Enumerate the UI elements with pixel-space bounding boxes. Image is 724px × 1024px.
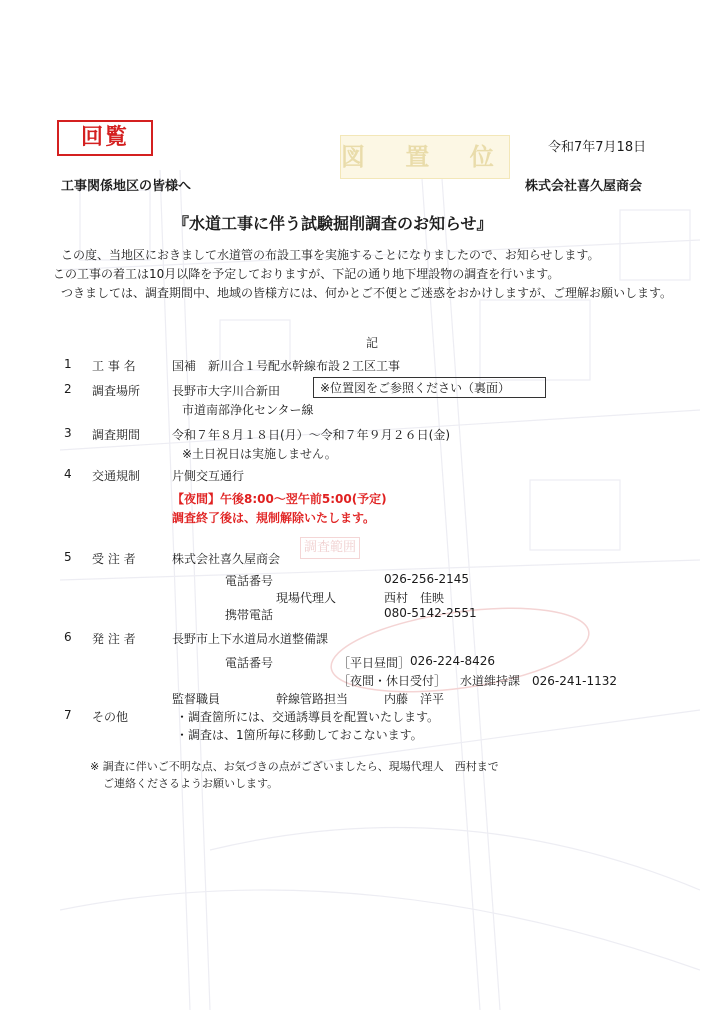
item-number: 5: [64, 550, 72, 564]
supervisor-label: 監督職員: [172, 692, 221, 706]
contractor-phone-label: 電話番号: [225, 574, 274, 588]
traffic-control: 片側交互通行: [172, 469, 245, 483]
client-phone-label: 電話番号: [225, 656, 274, 670]
ki-marker: 記: [366, 336, 379, 350]
construction-name: 国補 新川合１号配水幹線布設２工区工事: [172, 359, 401, 373]
survey-location-line-1: 長野市大字川合新田: [172, 384, 281, 398]
intro-line-2: この工事の着工は10月以降を予定しておりますが、下記の通り地下埋設物の調査を行います。: [53, 267, 560, 281]
weekday-phone: 026-224-8426: [410, 654, 496, 668]
item-label-other: その他: [92, 710, 129, 724]
item-label-period: 調査期間: [92, 428, 141, 442]
intro-line-3: つきましては、調査期間中、地域の皆様方には、何かとご不便とご迷惑をおかけしますが、ご理解お願いします。: [61, 286, 673, 300]
survey-location-line-2: 市道南部浄化センター線: [182, 403, 314, 417]
supervisor-name: 内藤 洋平: [384, 692, 445, 706]
item-number: 2: [64, 382, 72, 396]
other-note-2: ・調査は、1箇所毎に移動しておこないます。: [176, 728, 423, 742]
item-label-client: 発 注 者: [92, 632, 136, 646]
contractor-name: 株式会社喜久屋商会: [172, 552, 281, 566]
weekend-note: ※土日祝日は実施しません。: [182, 447, 337, 461]
item-label-traffic: 交通規制: [92, 469, 141, 483]
sender-line: 株式会社喜久屋商会: [525, 179, 643, 194]
document-date: 令和7年7月18日: [548, 140, 647, 155]
item-number: 4: [64, 467, 72, 481]
mobile-phone: 080-5142-2551: [384, 606, 477, 620]
other-note-1: ・調査箇所には、交通誘導員を配置いたします。: [176, 710, 440, 724]
site-agent-label: 現場代理人: [276, 591, 337, 605]
circulation-stamp: 回覧: [57, 120, 153, 156]
recipient-line: 工事関係地区の皆様へ: [61, 179, 192, 194]
notice-title: 『水道工事に伴う試験掘削調査のお知らせ』: [173, 214, 493, 233]
footer-note-line-2: ご連絡くださるようお願いします。: [103, 777, 279, 790]
mobile-phone-label: 携帯電話: [225, 608, 274, 622]
item-number: 3: [64, 426, 72, 440]
item-number: 7: [64, 708, 72, 722]
restriction-lift-note: 調査終了後は、規制解除いたします。: [172, 511, 376, 525]
map-survey-stamp-watermark: 調査範囲: [300, 537, 360, 559]
night-hours-note: 【夜間】午後8:00～翌午前5:00(予定): [172, 492, 387, 506]
site-agent-name: 西村 佳映: [384, 591, 445, 605]
client-name: 長野市上下水道局水道整備課: [172, 632, 329, 646]
survey-period: 令和７年８月１８日(月）～令和７年９月２６日(金): [172, 428, 451, 442]
night-holiday-phone: 水道維持課 026-241-1132: [460, 674, 618, 688]
item-number: 6: [64, 630, 72, 644]
weekday-label: ［平日昼間］: [338, 656, 411, 670]
footer-note-line-1: ※ 調査に伴いご不明な点、お気づきの点がございましたら、現場代理人 西村まで: [90, 760, 499, 773]
night-holiday-label: ［夜間・休日受付］: [338, 674, 447, 688]
item-label-location: 調査場所: [92, 384, 141, 398]
supervisor-role: 幹線管路担当: [276, 692, 349, 706]
item-number: 1: [64, 357, 72, 371]
item-label-construction: 工 事 名: [92, 359, 136, 373]
map-title-watermark: 図 置 位: [340, 135, 510, 179]
contractor-phone: 026-256-2145: [384, 572, 470, 586]
intro-line-1: この度、当地区におきまして水道管の布設工事を実施することになりましたので、お知らせします。: [61, 248, 600, 262]
item-label-contractor: 受 注 者: [92, 552, 136, 566]
map-reference-note: ※位置図をご参照ください（裏面）: [313, 377, 546, 398]
